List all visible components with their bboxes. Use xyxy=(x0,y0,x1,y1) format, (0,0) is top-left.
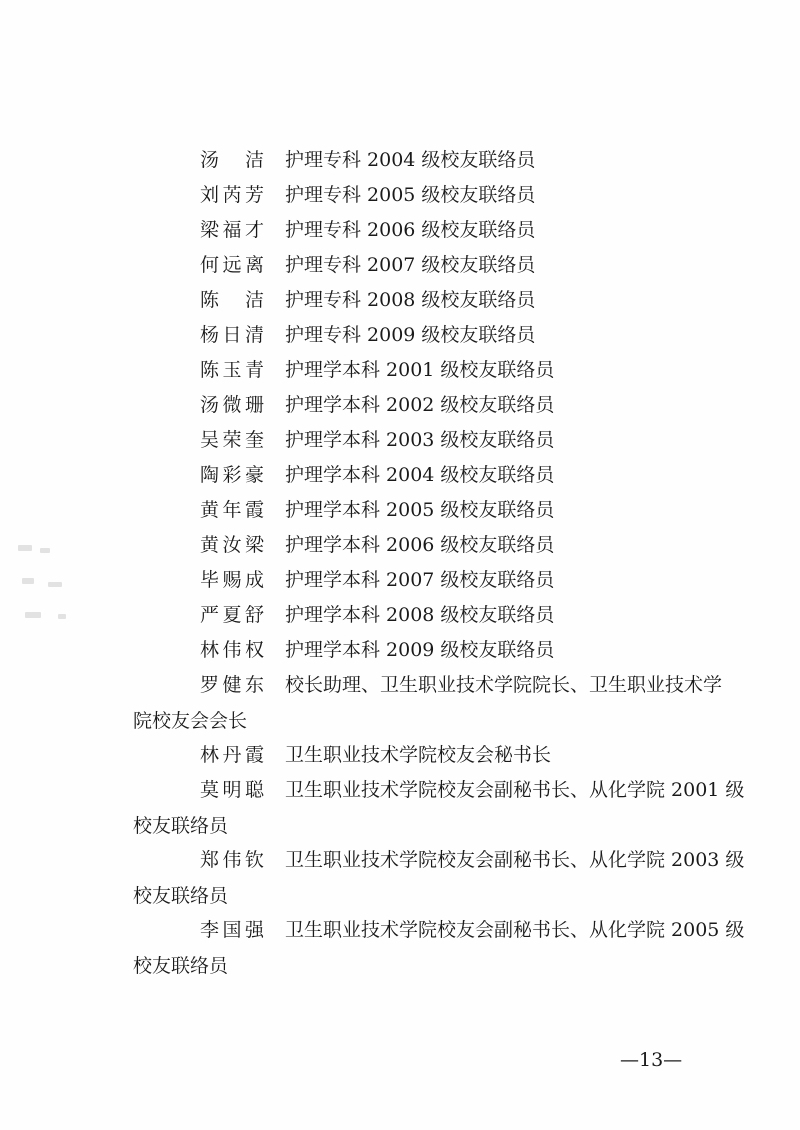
member-name: 李国强 xyxy=(200,919,264,941)
member-role: 校长助理、卫生职业技术学院院长、卫生职业技术学 xyxy=(285,674,723,696)
list-item xyxy=(0,778,800,838)
member-name: 刘芮芳 xyxy=(200,184,264,206)
member-role: 护理学本科 2008 级校友联络员 xyxy=(285,604,555,626)
member-role: 护理学本科 2002 级校友联络员 xyxy=(285,394,555,416)
member-name: 杨日清 xyxy=(200,324,264,346)
scan-artifact xyxy=(48,582,62,587)
member-role-continuation: 校友联络员 xyxy=(133,955,229,977)
member-role: 护理学本科 2009 级校友联络员 xyxy=(285,639,555,661)
scan-artifact xyxy=(18,545,32,551)
member-name: 毕赐成 xyxy=(200,569,264,591)
member-role: 卫生职业技术学院校友会副秘书长、从化学院 2001 级 xyxy=(285,779,745,801)
member-name: 严夏舒 xyxy=(200,604,264,626)
member-name: 林伟权 xyxy=(200,639,264,661)
member-role: 护理学本科 2001 级校友联络员 xyxy=(285,359,555,381)
member-role: 护理专科 2005 级校友联络员 xyxy=(285,184,536,206)
member-name: 梁福才 xyxy=(200,219,264,241)
member-role: 卫生职业技术学院校友会秘书长 xyxy=(285,744,552,766)
member-role: 护理学本科 2003 级校友联络员 xyxy=(285,429,555,451)
member-role: 护理专科 2006 级校友联络员 xyxy=(285,219,536,241)
page-number: —13— xyxy=(620,1049,683,1071)
list-item xyxy=(0,673,800,733)
member-name: 吴荣奎 xyxy=(200,429,264,451)
member-name: 陈 洁 xyxy=(200,289,264,311)
member-name: 陈玉青 xyxy=(200,359,264,381)
member-name: 陶彩豪 xyxy=(200,464,264,486)
member-role: 卫生职业技术学院校友会副秘书长、从化学院 2003 级 xyxy=(285,849,745,871)
member-name: 罗健东 xyxy=(200,674,264,696)
member-name: 何远离 xyxy=(200,254,264,276)
member-role: 护理学本科 2004 级校友联络员 xyxy=(285,464,555,486)
member-name: 黄汝梁 xyxy=(200,534,264,556)
scan-artifact xyxy=(25,612,41,618)
member-role: 卫生职业技术学院校友会副秘书长、从化学院 2005 级 xyxy=(285,919,745,941)
member-role-continuation: 校友联络员 xyxy=(133,885,229,907)
member-role: 护理专科 2009 级校友联络员 xyxy=(285,324,536,346)
member-name: 黄年霞 xyxy=(200,499,264,521)
list-item xyxy=(0,848,800,908)
member-role: 护理学本科 2006 级校友联络员 xyxy=(285,534,555,556)
member-role-continuation: 校友联络员 xyxy=(133,815,229,837)
scan-artifact xyxy=(58,614,66,619)
member-name: 郑伟钦 xyxy=(200,849,264,871)
member-role: 护理专科 2007 级校友联络员 xyxy=(285,254,536,276)
scan-artifact xyxy=(22,578,34,584)
member-role: 护理学本科 2007 级校友联络员 xyxy=(285,569,555,591)
member-name: 汤 洁 xyxy=(200,149,264,171)
member-name: 林丹霞 xyxy=(200,744,264,766)
member-role-continuation: 院校友会会长 xyxy=(133,710,248,732)
scan-artifact xyxy=(40,548,50,553)
member-name: 莫明聪 xyxy=(200,779,264,801)
member-role: 护理专科 2004 级校友联络员 xyxy=(285,149,536,171)
list-item xyxy=(0,918,800,978)
member-name: 汤微珊 xyxy=(200,394,264,416)
member-role: 护理专科 2008 级校友联络员 xyxy=(285,289,536,311)
member-role: 护理学本科 2005 级校友联络员 xyxy=(285,499,555,521)
